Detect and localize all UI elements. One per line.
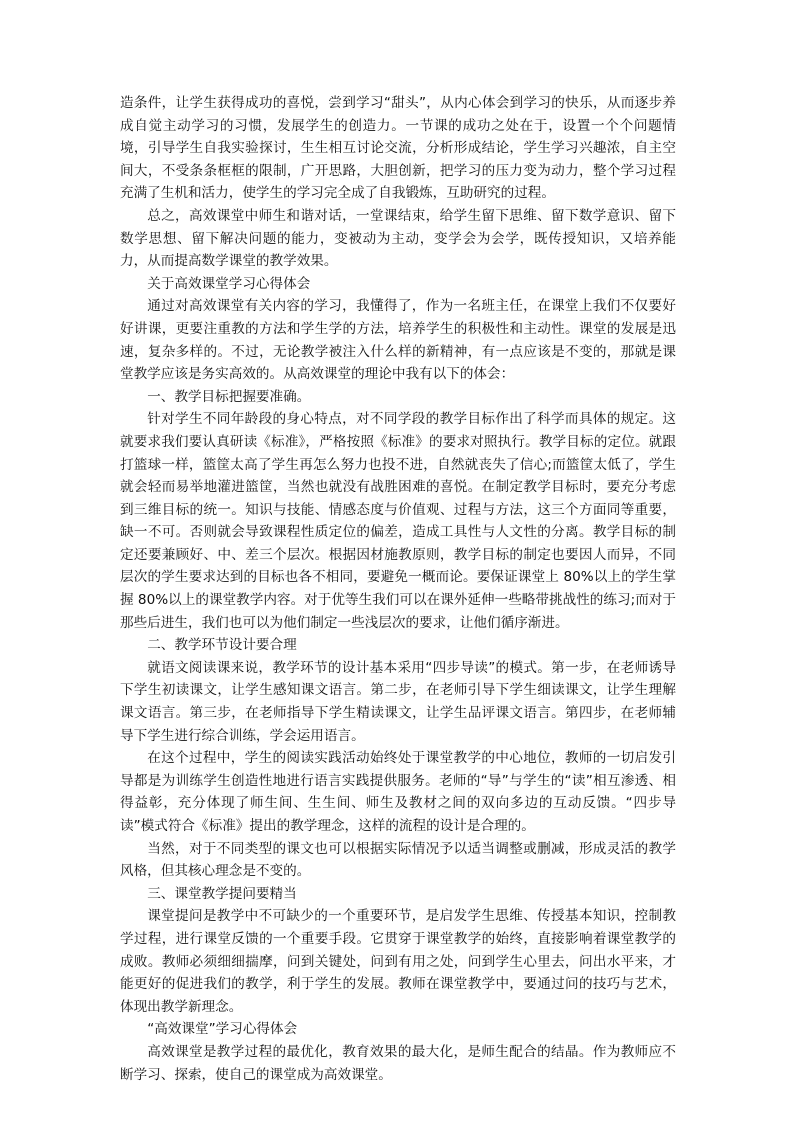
paragraph-summary: 总之，高效课堂中师生和谐对话，一堂课结束，给学生留下思维、留下数学意识、留下数学思想、留下解决问题的能力，变被动为主动，变学会为会学，既传授知识，又培养能力，从而提高数学课堂的教学效果。: [120, 207, 676, 270]
heading-classroom-questions: 三、课堂教学提问要精当: [147, 885, 297, 902]
paragraph-reading-practice: 在这个过程中，学生的阅读实践活动始终处于课堂教学的中心地位，教师的一切启发引导都是为训练学生创造性地进行语言实践提供服务。老师的“导”与学生的“读”相互渗透、相得益彰，充分体现了师生间、生生间、师生及教材之间的双向多边的互动反馈。“四步导读”模式符合《标准》提出的教学理念，这样的流程的设计是合理的。: [120, 750, 676, 834]
paragraph-study-intro: 通过对高效课堂有关内容的学习，我懂得了，作为一名班主任，在课堂上我们不仅要好好讲课，更要注重教的方法和学生学的方法，培养学生的积极性和主动性。课堂的发展是迅速，复杂多样的。不过，无论教学被注入什么样的新精神，有一点应该是不变的，那就是课堂教学应该是务实高效的。从高效课堂的理论中我有以下的体会：: [120, 298, 676, 383]
paragraph-conclusion: 高效课堂是教学过程的最优化，教育效果的最大化，是师生配合的结晶。作为教师应不断学习、探索，使自己的课堂成为高效课堂。: [120, 1043, 676, 1083]
heading-teaching-goals: 一、教学目标把握要准确。: [147, 388, 311, 405]
paragraph-four-step-reading: 就语文阅读课来说，教学环节的设计基本采用“四步导读”的模式。第一步，在老师诱导下学生初读课文，让学生感知课文语言。第二步，在老师引导下学生细读课文，让学生理解课文语言。第三步，在老师指导下学生精读课文，让学生品评课文语言。第四步，在老师辅导下学生进行综合训练，学会运用语言。: [120, 659, 676, 744]
heading-teaching-steps: 二、教学环节设计要合理: [147, 637, 297, 654]
paragraph-classroom-questions: 课堂提问是教学中不可缺少的一个重要环节，是启发学生思维、传授基本知识，控制教学过程，进行课堂反馈的一个重要手段。它贯穿于课堂教学的始终，直接影响着课堂教学的成败。教师必须细细揣摩，问到关键处，问到有用之处，问到学生心里去，问出水平来，才能更好的促进我们的教学，利于学生的发展。教师在课堂教学中，要通过问的技巧与艺术，体现出教学新理念。: [120, 908, 676, 1015]
document-body: [120, 92, 676, 1086]
paragraph-intro-continuation: 造条件，让学生获得成功的喜悦，尝到学习“甜头”，从内心体会到学习的快乐，从而逐步养成自觉主动学习的习惯，发展学生的创造力。一节课的成功之处在于，设置一个个问题情境，引导学生自我实验探讨，生生相互讨论交流，分析形成结论，学生学习兴趣浓，自主空间大，不受条条框框的限制，广开思路，大胆创新，把学习的压力变为动力，整个学习过程充满了生机和活力，使学生的学习完全成了自我锻炼，互助研究的过程。: [120, 95, 676, 202]
section-title-efficient-classroom: 关于高效课堂学习心得体会: [147, 275, 311, 292]
paragraph-flexible-style: 当然，对于不同类型的课文也可以根据实际情况予以适当调整或删减，形成灵活的教学风格，但其核心理念是不变的。: [120, 840, 676, 880]
paragraph-teaching-goals: 针对学生不同年龄段的身心特点，对不同学段的教学目标作出了科学而具体的规定。这就要求我们要认真研读《标准》，严格按照《标准》的要求对照执行。教学目标的定位。就跟打篮球一样，篮筐太高了学生再怎么努力也投不进，自然就丧失了信心;而篮筐太低了，学生就会轻而易举地灌进篮筐，当然也就没有战胜困难的喜悦。在制定教学目标时，要充分考虑到三维目标的统一。知识与技能、情感态度与价值观、过程与方法，这三个方面同等重要，缺一不可。否则就会导致课程性质定位的偏差，造成工具性与人文性的分离。教学目标的制定还要兼顾好、中、差三个层次。根据因材施教原则，教学目标的制定也要因人而异，不同层次的学生要求达到的目标也各不相同，要避免一概而论。要保证课堂上 80%以上的学生掌握 80%以上的课堂教学内容。对于优等生我们可以在课外延伸一些略带挑战性的练习;而对于那些后进生，我们也可以为他们制定一些浅层次的要求，让他们循序渐进。: [120, 411, 676, 631]
section-title-study-reflection: “高效课堂”学习心得体会: [147, 1021, 298, 1038]
